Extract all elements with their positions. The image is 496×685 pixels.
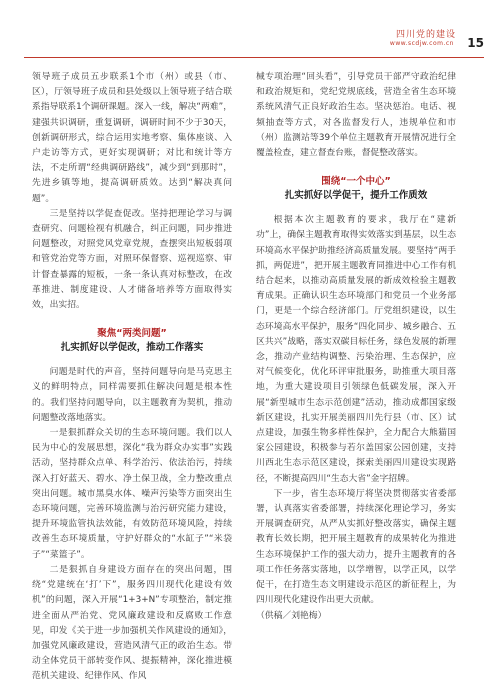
magazine-website[interactable]: www.scdjw.com.cn (389, 40, 454, 47)
section-heading-2-subtitle: 扎实抓好以学促干，提升工作质效 (284, 190, 428, 202)
section-heading-2 (256, 175, 456, 203)
section-heading-1-subtitle: 扎实抓好以学促改，推动工作落实 (60, 342, 204, 354)
magazine-name: 四川党的建设 (395, 30, 456, 40)
section-heading-2-title: 围绕“一个中心” (321, 176, 391, 188)
left-column (32, 70, 232, 685)
left-paragraph-2: 三是坚持以学促查促改。坚持把理论学习与调查研究、问题检视有机融合，纠正问题，同步推进问题整改，对照党风党章党规，查摆突出短板弱项和管党治党等方面，对照环保督察、巡视巡察、审计督查暴露的短板，一条一条认真对标整改，在改革推进、制度建设、人才储备培养等方面取得实效，出实招。 (32, 208, 232, 311)
left-paragraph-3: 问题是时代的声音，坚持问题导向是马克思主义的鲜明特点，同样需要抓住解决问题是根本性的。我们坚持问题导向，以主题教育为契机，推动问题整改落地落实。 (32, 367, 232, 423)
section-heading-1-title: 聚焦“两类问题” (97, 328, 167, 340)
right-column (256, 70, 456, 624)
left-paragraph-4: 一是狠抓群众关切的生态环境问题。我们以人民为中心的发展思想，深化“我为群众办实事”实践活动，坚持群众点单、科学治污、依法治污，持续深入打好蓝天、碧水、净土保卫战，全力整改重点突出问题。城市黑臭水体、噪声污染等方面突出生态环境问题，完善环境监测与治污研究能力建设，提升环境监管执法效能，有效防范环境风险，持续改善生态环境质量，守护好群众的“水缸子”“米袋子”“菜篮子”。 (32, 428, 232, 560)
signature: （供稿／刘艳梅） (256, 610, 327, 621)
right-paragraph-2: 根据本次主题教育的要求，我厅在“建新功”上，确保主题教育取得实效落实到基层，以生态环境高水平保护助推经济高质量发展。要坚持“两手抓，两促进”，把开展主题教育同推进中心工作有机结合起来，以推动高质量发展的新成效检验主题教育成果。正确认识生态环境部门和党员一个业务部门，更是一个综合经济部门。厅党组织建设，以生态环境高水平保护，服务“四化同步、城乡融合、五区共兴”战略，落实双碳目标任务，绿色发展的新理念，推动产业结构调整、污染治理、生态保护，应对气候变化，优化环评审批服务，助推重大项目落地，为重大建设项目引领绿色低碳发展，深入开展“新型城市生态示范创建”活动，推动成都国家级新区建设，扎实开展美丽四川先行县（市、区）试点建设，加强生物多样性保护，全力配合大熊猫国家公园建设，积极参与若尔盖国家公园创建，支持川西北生态示范区建设，探索美丽四川建设实现路径，不断提高四川“生态大省”金字招牌。 (256, 215, 456, 484)
header-rule (24, 57, 484, 58)
left-paragraph-1: 领导班子成员五步联系1个市（州）或县（市、区），厅领导班子成员和县处级以上领导班子结合联系指导联系1个调研课题。深入一线，解决“两难”，建强共识调研，重复调研，调研时间不少于30天，创新调研形式，综合运用实地考察、集体座谈、入户走访等方式，更好实现调研；对比和统计等方法，不走所谓“经典调研路线”，减少到“到那时”，先进乡镇等地，提高调研质效。达到“解决真问题”。 (32, 72, 232, 204)
page-header (0, 0, 496, 56)
section-heading-1 (32, 327, 232, 355)
left-paragraph-5: 二是狠抓自身建设方面存在的突出问题，围绕“党建统在‘打’下”，服务四川现代化建设有效机”的问题，深入开展“1+3+N”专项整治，制定推进全面从严治党、党风廉政建设和反腐败工作意见，印发《关于进一步加强机关作风建设的通知》，加强党风廉政建设，营造风清气正的政治生态。带动全体党员干部转变作风、提振精神，深化推进模范机关建设、纪律作风、作风 (32, 564, 232, 682)
right-paragraph-1: 械专项治理“回头看”，引导党员干部严守政治纪律和政治规矩和，党纪党规底线，营造全省生态环境系统风清气正良好政治生态。坚决惩治。电话、视频抽查等方式，对各监督发行人，违规单位和市（州）监测站等39个单位主题教育开展情况进行全覆盖检查，建立督查台账，督促整改落实。 (256, 72, 456, 159)
right-paragraph-3: 下一步，省生态环境厅将坚决贯彻落实省委部署，认真落实省委部署，持续深化理论学习，务实开展调查研究，从严从实抓好整改落实，确保主题教育长效长期，把开展主题教育的成果转化为推进生态环境保护工作的强大动力，提升主题教育的各项工作任务落实落地，以学增智，以学正风，以学促干，在打造生态文明建设示范区的新征程上，为四川现代化建设作出更大贡献。 (256, 488, 456, 606)
page-number: 15 (467, 36, 484, 50)
